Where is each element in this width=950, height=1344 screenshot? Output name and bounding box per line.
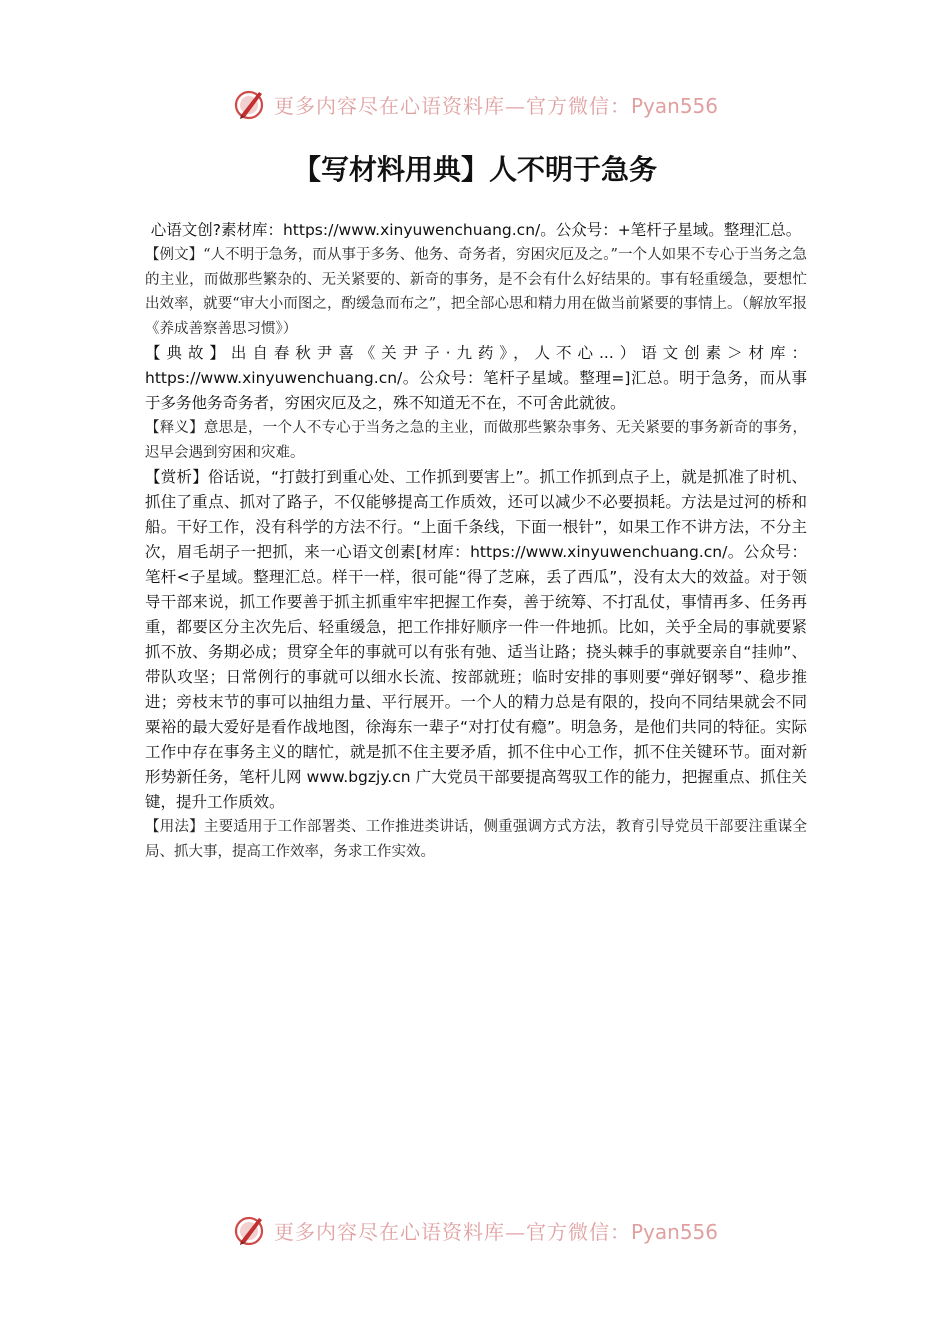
example-paragraph: 【例文】“人不明于急务，而从事于多务、他务、奇务者，穷困灾厄及之。”一个人如果不专心于当务之急的主业，而做那些繁杂的、无关紧要的、新奇的事务，是不会有什么好结果的。事有轻重缓急，要想忙出效率，就要“审大小而图之，酌缓急而布之”，把全部心思和精力用在做当前紧要的事情上。（解放军报《养成善察善思习惯》）	[145, 247, 807, 337]
banner-text	[274, 90, 718, 119]
appreciation-paragraph: 【赏析】俗话说，“打鼓打到重心处、工作抓到要害上”。抓工作抓到点子上，就是抓准了时机、抓住了重点、抓对了路子，不仅能够提高工作质效，还可以减少不必要损耗。方法是过河的桥和船。干好工作，没有科学的方法不行。“上面千条线，下面一根针”，如果工作不讲方法，不分主次，眉毛胡子一把抓，来一心语文创素[材库：https://www.xinyuwenchuang.cn/。公众号：笔杆<子星域。整理汇总。样干一样，很可能“得了芝麻，丢了西瓜”，没有太大的效益。对于领导干部来说，抓工作要善于抓主抓重牢牢把握工作奏，善于统筹、不打乱仗，事情再多、任务再重，都要区分主次先后、轻重缓急，把工作排好顺序一件一件地抓。比如，关乎全局的事就要紧抓不放、务期必成；贯穿全年的事就可以有张有弛、适当让路；挠头棘手的事就要亲自“挂帅”、带队攻坚；日常例行的事就可以细水长流、按部就班；临时安排的事则要“弹好钢琴”、稳步推进；旁枝末节的事可以抽组力量、平行展开。一个人的精力总是有限的，投向不同结果就会不同粟裕的最大爱好是看作战地图，徐海东一辈子“对打仗有瘾”。明急务，是他们共同的特征。实际工作中存在事务主义的瞎忙，就是抓不住主要矛盾，抓不住中心工作，抓不住关键环节。面对新形势新任务，笔杆儿网 www.bgzjy.cn 广大党员干部要提高驾驭工作的能力，把握重点、抓住关键，提升工作质效。	[145, 468, 807, 811]
banner-wechat-id: Pyan556	[630, 1219, 718, 1244]
banner-text	[274, 1216, 718, 1245]
origin-paragraph: 【典故】出自春秋尹喜《关尹子·九药》，人不心...）语文创素＞材库：https://www.xinyuwenchuang.cn/。公众号：笔杆子星域。整理=]汇总。明于急务，而从事于多务他务奇务者，穷困灾厄及之，殊不知道无不在，不可舍此就彼。	[145, 344, 807, 412]
banner-label: 更多内容尽在心语资料库—官方微信：	[273, 93, 631, 118]
header-banner	[0, 82, 950, 126]
usage-paragraph: 【用法】主要适用于工作部署类、工作推进类讲话，侧重强调方式方法，教育引导党员干部要注重谋全局、抓大事，提高工作效率，务求工作实效。	[145, 819, 807, 860]
pen-circle-logo-icon	[232, 86, 268, 122]
document-title: 【写材料用典】人不明于急务	[292, 153, 657, 186]
pen-circle-logo-icon	[232, 1212, 268, 1248]
meaning-paragraph: 【释义】意思是，一个人不专心于当务之急的主业，而做那些繁杂事务、无关紧要的事务新奇的事务，迟早会遇到穷困和灾难。	[145, 420, 807, 461]
banner-wechat-id: Pyan556	[630, 93, 718, 118]
banner-label: 更多内容尽在心语资料库—官方微信：	[273, 1219, 631, 1244]
footer-banner	[0, 1208, 950, 1252]
document-body	[145, 218, 807, 864]
source-note-paragraph: 心语文创?素材库：https://www.xinyuwenchuang.cn/。公众号：+笔杆子星域。整理汇总。	[150, 221, 802, 239]
